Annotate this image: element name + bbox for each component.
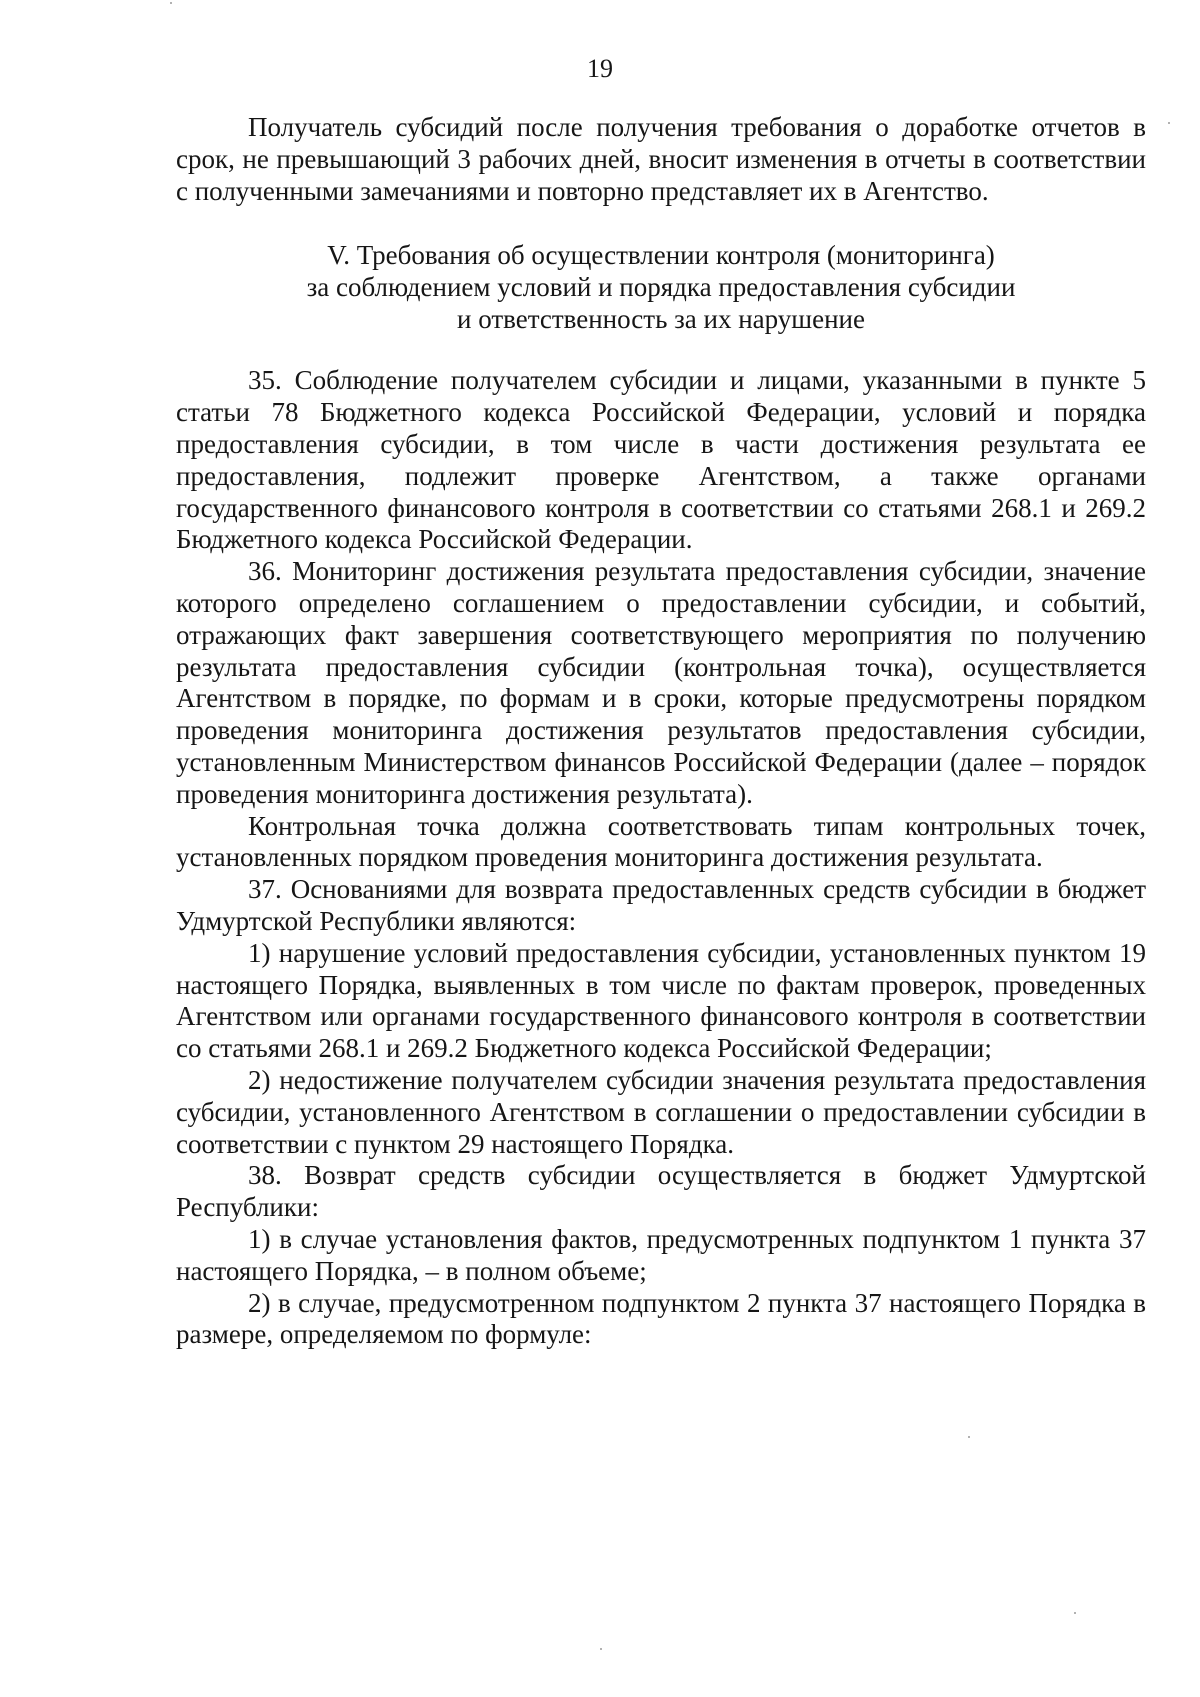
- paragraph-38-item-2: 2) в случае, предусмотренном подпунктом 2 пункта 37 настоящего Порядка в размере, определяемом по формуле:: [176, 1287, 1146, 1350]
- section-heading-line-3: и ответственность за их нарушение: [457, 304, 865, 335]
- paragraph-control-point: Контрольная точка должна соответствовать типам контрольных точек, установленных порядком проведения мониторинга достижения результата.: [176, 810, 1146, 873]
- paragraph-38-item-1: 1) в случае установления фактов, предусмотренных подпунктом 1 пункта 37 настоящего Порядка, – в полном объеме;: [176, 1223, 1146, 1286]
- scan-speck: [600, 1648, 602, 1650]
- scan-speck: [1074, 1612, 1076, 1614]
- paragraph-37: 37. Основаниями для возврата предоставленных средств субсидии в бюджет Удмуртской Республики являются:: [176, 874, 1146, 936]
- scan-speck: [170, 2, 172, 4]
- paragraph-report-revision: Получатель субсидий после получения требования о доработке отчетов в срок, не превышающий 3 рабочих дней, вносит изменения в отчеты в соответствии с полученными замечаниями и повторно представляет их в Агентство.: [176, 112, 1146, 206]
- scan-speck: [968, 1436, 970, 1438]
- section-heading-line-2: за соблюдением условий и порядка предоставления субсидии: [306, 272, 1016, 303]
- paragraph-36: 36. Мониторинг достижения результата предоставления субсидии, значение которого определено соглашением о предоставлении субсидии, и событий, отражающих факт завершения соответствующего мероприятия по получению результата предоставления субсидии (контрольная точка), осуществляется Агентством в порядке, по формам и в сроки, которые предусмотрены порядком проведения мониторинга достижения результатов предоставления субсидии, установленным Министерством финансов Российской Федерации (далее – порядок проведения мониторинга достижения результата).: [176, 556, 1146, 809]
- paragraph-37-item-2: 2) недостижение получателем субсидии значения результата предоставления субсидии, установленного Агентством в соглашении о предоставлении субсидии в соответствии с пунктом 29 настоящего Порядка.: [176, 1064, 1146, 1159]
- paragraph-37-item-1: 1) нарушение условий предоставления субсидии, установленных пунктом 19 настоящего Порядка, выявленных в том числе по фактам проверок, проведенных Агентством или органами государственного финансового контроля в соответствии со статьями 268.1 и 269.2 Бюджетного кодекса Российской Федерации;: [176, 937, 1146, 1064]
- section-heading-line-1: V. Требования об осуществлении контроля (мониторинга): [327, 240, 995, 271]
- section-heading: [176, 239, 1146, 335]
- page-number: 19: [587, 54, 613, 83]
- paragraph-35: 35. Соблюдение получателем субсидии и лицами, указанными в пункте 5 статьи 78 Бюджетного кодекса Российской Федерации, условий и порядка предоставления субсидии, в том числе в части достижения результата ее предоставления, подлежит проверке Агентством, а также органами государственного финансового контроля в соответствии со статьями 268.1 и 269.2 Бюджетного кодекса Российской Федерации.: [176, 365, 1146, 555]
- document-body: [176, 112, 1146, 1351]
- scan-speck: [1168, 122, 1170, 124]
- paragraph-38: 38. Возврат средств субсидии осуществляется в бюджет Удмуртской Республики:: [176, 1160, 1146, 1223]
